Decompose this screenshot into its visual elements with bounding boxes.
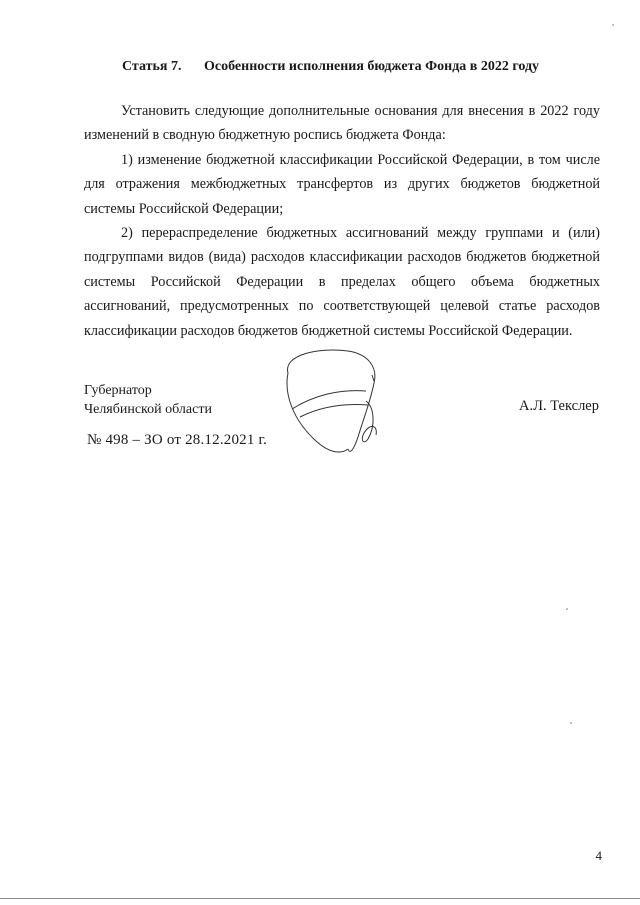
signatory-name: А.Л. Текслер bbox=[519, 398, 599, 414]
article-title: Особенности исполнения бюджета Фонда в 2022 году bbox=[204, 59, 540, 74]
paragraph-item-2: 2) перераспределение бюджетных ассигнований между группами и (или) подгруппами видов (вида) расходов классификации расходов бюджетов бюджетной системы Российской Федерации в пределах общего объема бюджетных ассигнований, предусмотренных по соответствующей целевой статье расходов классификации расходов бюджетов бюджетной системы Российской Федерации. bbox=[84, 225, 600, 339]
page-number: 4 bbox=[595, 848, 602, 863]
paragraph-item-1: 1) изменение бюджетной классификации Российской Федерации, в том числе для отражения межбюджетных трансфертов из других бюджетов бюджетной системы Российской Федерации; bbox=[84, 151, 600, 217]
article-heading bbox=[122, 59, 602, 75]
scan-speck bbox=[570, 722, 572, 724]
scan-speck bbox=[566, 608, 568, 610]
signatory-title-line1: Губернатор bbox=[84, 383, 152, 398]
scan-speck bbox=[612, 24, 614, 26]
handwritten-signature bbox=[278, 345, 388, 457]
article-body bbox=[84, 99, 600, 343]
law-reference: № 498 – ЗО от 28.12.2021 г. bbox=[87, 432, 268, 448]
signatory-title-line2: Челябинской области bbox=[84, 402, 212, 417]
page-bottom-edge bbox=[0, 898, 640, 899]
article-number: Статья 7. bbox=[122, 59, 182, 74]
signatory-title bbox=[84, 381, 212, 419]
paragraph-intro: Установить следующие дополнительные основания для внесения в 2022 году изменений в сводную бюджетную роспись бюджета Фонда: bbox=[84, 103, 600, 144]
